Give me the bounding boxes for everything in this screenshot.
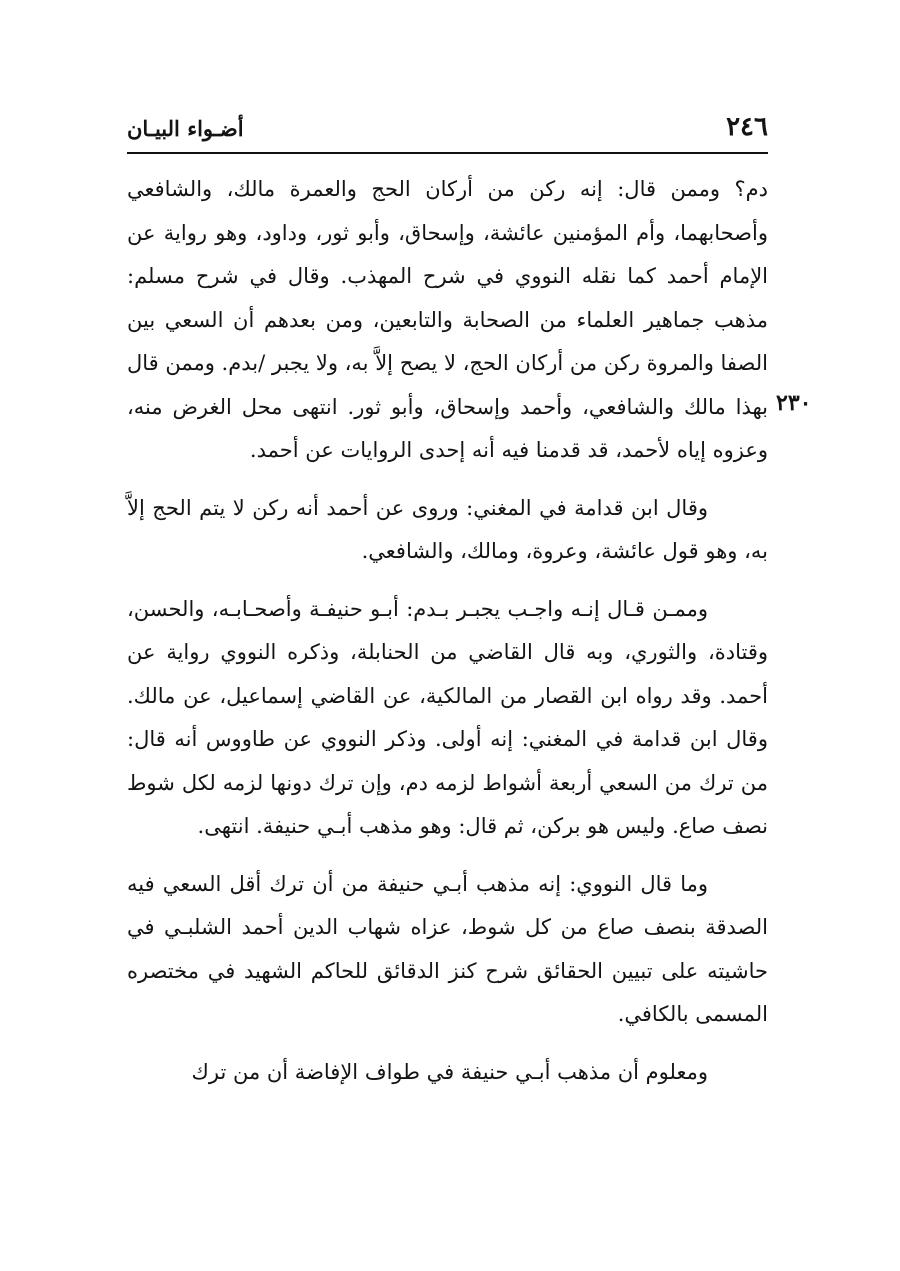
margin-page-marker: ٢٣٠ [776, 390, 812, 416]
paragraph-5: ومعلوم أن مذهب أبـي حنيفة في طواف الإفاضة أن من ترك [191, 1059, 708, 1084]
paragraph-2: وقال ابن قدامة في المغني: وروى عن أحمد أنه ركن لا يتم الحج إلاَّ به، وهو قول عائشة، وعروة، ومالك، والشافعي. [127, 495, 768, 563]
page-number: ٢٤٦ [726, 112, 768, 142]
paragraph-3: وممـن قـال إنـه واجـب يجبـر بـدم: أبـو حنيفـة وأصحـابـه، والحسن، وقتادة، والثوري، وبه قال القاضي من الحنابلة، وذكره النووي رواية عن أحمد. وقد رواه ابن القصار من المالكية، عن القاضي إسماعيل، عن مالك. وقال ابن قدامة في المغني: إنه أولى. وذكر النووي عن طاووس أنه قال: من ترك من السعي أربعة أشواط لزمه دم، وإن ترك دونها لزمه لكل شوط نصف صاع. وليس هو بركن، ثم قال: وهو مذهب أبـي حنيفة. انتهى. [127, 596, 768, 838]
page-header [127, 110, 768, 152]
paragraph-4: وما قال النووي: إنه مذهب أبـي حنيفة من أن ترك أقل السعي فيه الصدقة بنصف صاع من كل شوط، عزاه شهاب الدين أحمد الشلبـي في حاشيته على تبيين الحقائق شرح كنز الدقائق للحاكم الشهيد في مختصره المسمى بالكافي. [127, 871, 768, 1026]
header-rule [127, 152, 768, 154]
paragraph-1: دم؟ وممن قال: إنه ركن من أركان الحج والعمرة مالك، والشافعي وأصحابهما، وأم المؤمنين عائشة، وإسحاق، وأبو ثور، وداود، وهو رواية عن الإمام أحمد كما نقله النووي في شرح المهذب. وقال في شرح مسلم: مذهب جماهير العلماء من الصحابة والتابعين، ومن بعدهم أن السعي بين الصفا والمروة ركن من أركان الحج، لا يصح إلاَّ به، ولا يجبر /بدم. وممن قال بهذا مالك والشافعي، وأحمد وإسحاق، وأبو ثور. انتهى محل الغرض منه، وعزوه إياه لأحمد، قد قدمنا فيه أنه إحدى الروايات عن أحمد. [127, 177, 768, 462]
body-text [127, 168, 768, 1108]
running-title: أضـواء البيـان [127, 116, 244, 141]
